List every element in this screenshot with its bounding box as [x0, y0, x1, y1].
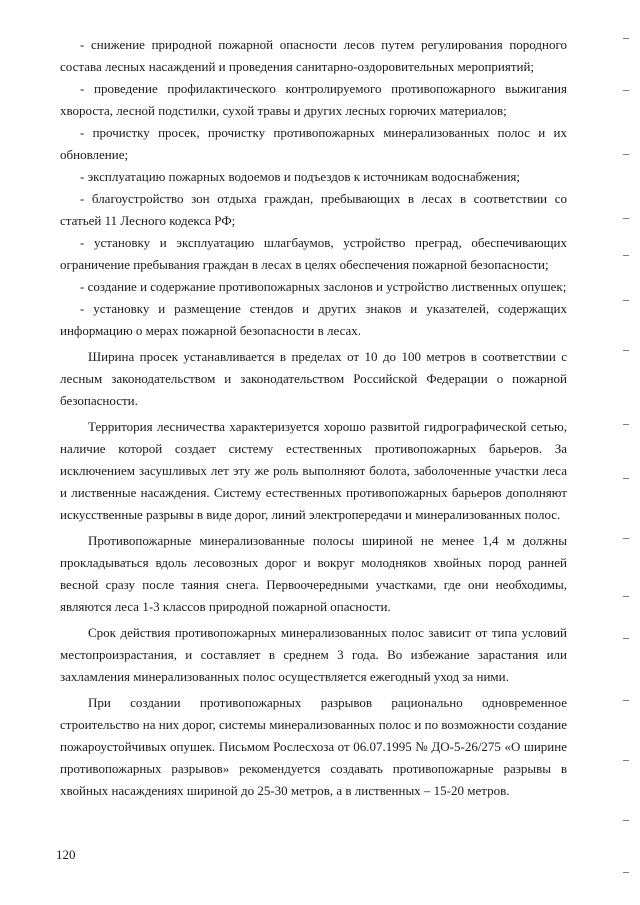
list-item: - создание и содержание противопожарных заслонов и устройство лиственных опушек;: [80, 279, 567, 294]
page-number: 120: [56, 847, 76, 862]
paragraph: Срок действия противопожарных минерализованных полос зависит от типа условий местопроизрастания, и составляет в среднем 3 года. Во избежание зарастания или захламления минерализованных полос осуществляется ежегодный уход за ними.: [60, 625, 567, 684]
binding-mark: [623, 596, 629, 597]
list-item: - установку и размещение стендов и других знаков и указателей, содержащих информацию о мерах пожарной безопасности в лесах.: [60, 301, 567, 338]
binding-mark: [623, 820, 629, 821]
list-item: - снижение природной пожарной опасности лесов путем регулирования породного состава лесных насаждений и проведения санитарно-оздоровительных мероприятий;: [60, 37, 567, 74]
binding-mark: [623, 424, 629, 425]
binding-mark: [623, 700, 629, 701]
binding-mark: [623, 218, 629, 219]
list-item: - проведение профилактического контролируемого противопожарного выжигания хвороста, лесной подстилки, сухой травы и других лесных горючих материалов;: [60, 81, 567, 118]
binding-mark: [623, 38, 629, 39]
paragraph: При создании противопожарных разрывов рационально одновременное строительство на них дорог, системы минерализованных полос и по возможности создание пожароустойчивых опушек. Письмом Рослесхоза от 06.07.1995 № ДО-5-26/275 «О ширине противопожарных разрывов» рекомендуется создавать противопожарные разрывы в хвойных насаждениях шириной до 25-30 метров, а в лиственных – 15-20 метров.: [60, 695, 567, 798]
binding-mark: [623, 872, 629, 873]
binding-mark: [623, 154, 629, 155]
binding-mark: [623, 538, 629, 539]
binding-mark: [623, 760, 629, 761]
binding-mark: [623, 300, 629, 301]
paragraph: Противопожарные минерализованные полосы шириной не менее 1,4 м должны прокладываться вдоль лесовозных дорог и вокруг молодняков хвойных пород ранней весной сразу после таяния снега. Первоочередными участками, где они необходимы, являются леса 1-3 классов природной пожарной опасности.: [60, 533, 567, 614]
list-item: - эксплуатацию пожарных водоемов и подъездов к источникам водоснабжения;: [80, 169, 521, 184]
binding-mark: [623, 350, 629, 351]
list-item: - благоустройство зон отдыха граждан, пребывающих в лесах в соответствии со статьей 11 Лесного кодекса РФ;: [60, 191, 567, 228]
list-item: - установку и эксплуатацию шлагбаумов, устройство преград, обеспечивающих ограничение пребывания граждан в лесах в целях обеспечения пожарной безопасности;: [60, 235, 567, 272]
paragraph: Ширина просек устанавливается в пределах от 10 до 100 метров в соответствии с лесным законодательством и законодательством Российской Федерации о пожарной безопасности.: [60, 349, 567, 408]
binding-mark: [623, 255, 629, 256]
list-item: - прочистку просек, прочистку противопожарных минерализованных полос и их обновление;: [60, 125, 567, 162]
paragraph: Территория лесничества характеризуется хорошо развитой гидрографической сетью, наличие которой создает систему естественных противопожарных барьеров. За исключением засушливых лет эту же роль выполняют болота, заболоченные участки леса и лиственные насаждения. Систему естественных противопожарных барьеров дополняют искусственные разрывы в виде дорог, линий электропередачи и минерализованных полос.: [60, 419, 567, 522]
binding-mark: [623, 478, 629, 479]
binding-mark: [623, 90, 629, 91]
binding-mark: [623, 638, 629, 639]
body-text: [60, 34, 567, 802]
